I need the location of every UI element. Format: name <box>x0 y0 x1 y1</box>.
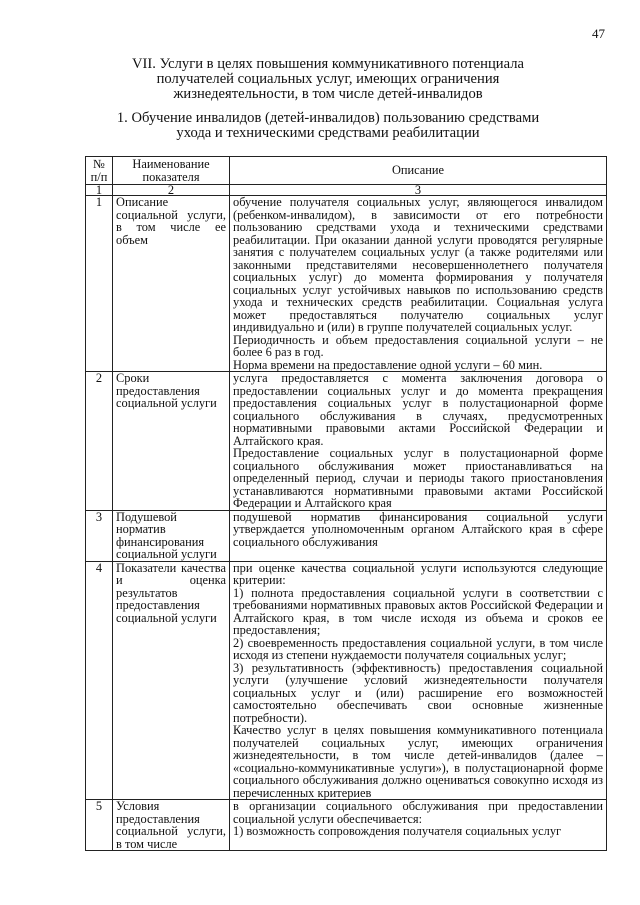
description-cell <box>230 196 607 372</box>
indicator-name: Подушевой норматив финансирования социальной услуги <box>113 510 230 561</box>
description-paragraph: Периодичность и объем предоставления социальной услуги – не более 6 раз в год. <box>233 332 603 359</box>
indicator-name: Показатели качества и оценка результатов предоставления социальной услуги <box>113 561 230 800</box>
description-cell <box>230 510 607 561</box>
table-row <box>86 196 607 372</box>
description-cell <box>230 372 607 511</box>
table-header-row <box>86 157 607 185</box>
description-cell <box>230 800 607 851</box>
description-paragraph: 1) полнота предоставления социальной услуги в соответствии с требованиями нормативных правовых актов Российской Федерации и Алтайского края, в том числе исходя из объема и сроков ее предоставления; <box>233 585 603 637</box>
description-paragraph: 1) возможность сопровождения получателя социальных услуг <box>233 824 562 838</box>
header-number: № п/п <box>86 157 113 185</box>
table-row <box>86 510 607 561</box>
service-table-container <box>85 156 607 888</box>
description-paragraph: при оценке качества социальной услуги используются следующие критерии: <box>233 560 603 587</box>
table-row <box>86 372 607 511</box>
indicator-name: Описание социальной услуги, в том числе ее объем <box>113 196 230 372</box>
description-paragraph: Качество услуг в целях повышения коммуникативного потенциала получателей социальных услуг, имеющих ограничения жизнедеятельности, в том числе детей-инвалидов (далее – «социально-коммуникативные услуги»), в полустационарной форме социального обслуживания должно оцениваться совокупно исходя из перечисленных критериев <box>233 723 603 800</box>
header-indicator-name: Наименование показателя <box>113 157 230 185</box>
description-paragraph: 2) своевременность предоставления социальной услуги, в том числе исходя из степени нуждаемости получателя социальных услуг; <box>233 635 603 662</box>
row-number: 1 <box>86 196 113 372</box>
column-number: 3 <box>230 185 607 196</box>
column-number-row <box>86 185 607 196</box>
description-paragraph: Предоставление социальных услуг в полустационарной форме социального обслуживания может приостанавливаться на определенный период, случаи и периоды такого приостановления устанавливаются нормативными правовыми актами Российской Федерации и Алтайского края <box>233 446 603 510</box>
section-heading: VII. Услуги в целях повышения коммуникативного потенциала получателей социальных услуг, имеющих ограничения жизнедеятельности, в том числе детей-инвалидов <box>132 56 524 102</box>
description-paragraph: Норма времени на предоставление одной услуги – 60 мин. <box>233 357 543 372</box>
header-description: Описание <box>230 157 607 185</box>
description-paragraph: в организации социального обслуживания при предоставлении социальной услуги обеспечивается: <box>233 799 603 826</box>
row-number: 3 <box>86 510 113 561</box>
column-number: 2 <box>113 185 230 196</box>
row-number: 5 <box>86 800 113 851</box>
table-body <box>86 196 607 851</box>
description-cell <box>230 561 607 800</box>
description-paragraph: обучение получателя социальных услуг, являющегося инвалидом (ребенком-инвалидом), в зависимости от его потребности пользованию средствами ухода и техническими средствами реабилитации. При оказании данной услуги проводятся регулярные занятия с получателем социальных услуг (а также родителями или законными представителями несовершеннолетнего получателя социальных услуг) до момента формирования у получателя социальных услуг устойчивых навыков по использованию средств ухода и технических средств реабилитации. Социальная услуга может предоставляться получателю социальных услуг индивидуально и (или) в группе получателей социальных услуг. <box>233 195 603 334</box>
indicator-name: Сроки предоставления социальной услуги <box>113 372 230 511</box>
indicator-name: Условия предоставления социальной услуги, в том числе <box>113 800 230 851</box>
description-paragraph: услуга предоставляется с момента заключения договора о предоставлении социальных услуг и до момента прекращения предоставления социальных услуг в полустационарной форме социального обслуживания в случаях, предусмотренных нормативными правовыми актами Российской Федерации и Алтайского края. <box>233 371 603 448</box>
row-number: 4 <box>86 561 113 800</box>
table-row <box>86 800 607 851</box>
row-number: 2 <box>86 372 113 511</box>
description-paragraph: 3) результативность (эффективность) предоставления социальной услуги (улучшение условий жизнедеятельности получателя социальных услуг и (или) расширение его возможностей самостоятельно обеспечивать свои основные жизненные потребности). <box>233 660 603 725</box>
description-paragraph: подушевой норматив финансирования социальной услуги утверждается уполномоченным органом Алтайского края в сфере социального обслуживания <box>233 509 603 549</box>
subsection-heading: 1. Обучение инвалидов (детей-инвалидов) пользованию средствами ухода и техническими средствами реабилитации <box>116 110 540 141</box>
service-table <box>85 156 607 851</box>
table-row <box>86 561 607 800</box>
column-number: 1 <box>86 185 113 196</box>
page-number: 47 <box>592 26 605 41</box>
